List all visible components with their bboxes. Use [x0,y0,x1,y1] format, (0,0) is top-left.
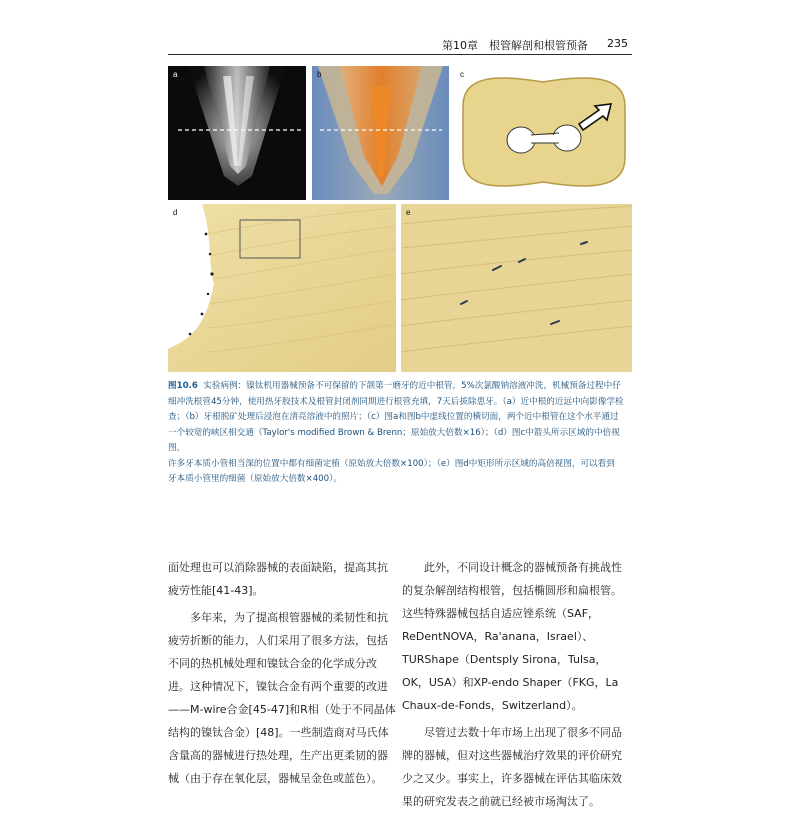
body-column-left [168,556,398,790]
histology-medium-image [168,204,396,372]
caption-line: 查；（b）牙根脱矿处理后浸泡在清亮溶液中的照片；（c）图a和图b中虚线位置的横切面，两个近中根管在这个水平通过 [168,412,619,422]
caption-line: 牙本质小管里的细菌（原始放大倍数×400）。 [168,474,342,484]
radiograph-image [168,66,306,200]
figure-d-medium-view [168,204,396,372]
figure-number: 图10.6 [168,381,198,391]
paragraph: 面处理也可以消除器械的表面缺陷，提高其抗疲劳性能[41-43]。 [168,561,388,597]
caption-line: 细冲洗根管45分钟，使用热牙胶技术及根管封闭剂同期进行根管充填，7天后拔除患牙。（a）近中根的近远中向影像学检 [168,396,624,407]
chapter-title: 第10章 根管解剖和根管预备 [442,39,588,52]
running-header [168,36,632,55]
figure-label-c: c [460,70,464,79]
cleared-root-image [312,66,449,200]
histology-high-image [401,204,632,372]
paragraph: 多年来，为了提高根管器械的柔韧性和抗疲劳折断的能力，人们采用了很多方法，包括不同的热机械处理和镍钛合金的化学成分改进。这种情况下，镍钛合金有两个重要的改进——M-wire合金[45-47]和R相（处于不同晶体结构的镍钛合金）[48]。一些制造商对马氏体含量高的器械进行热处理，生产出更柔韧的器械（由于存在氧化层，器械呈金色或蓝色）。 [168,611,396,785]
figure-label-d: d [173,208,178,217]
figure-a-radiograph [168,66,306,200]
paragraph: 此外，不同设计概念的器械预备有挑战性的复杂解剖结构根管，包括椭圆形和扁根管。这些特殊器械包括自适应锉系统（SAF，ReDentNOVA，Ra'anana，Israel）、TURShape（Dentsply Sirona，Tulsa，OK，USA）和XP-endo Shaper（FKG，La Chaux-de-Fonds，Switzerland）。 [402,561,622,712]
caption-line: 图10.6 实验病例：镍钛机用器械预备不可保留的下颌第一磨牙的近中根管，5%次氯酸钠溶液冲洗，机械预备过程中仔 [168,381,621,391]
figure-caption [168,379,632,488]
figure-b-cleared-root [312,66,449,200]
figure-e-high-view [401,204,632,372]
page-number: 235 [607,37,628,50]
cross-section-image [455,66,632,200]
caption-line: 一个较宽的峡区相交通（Taylor's modified Brown & Brenn；原始放大倍数×16）；（d）图c中箭头所示区域的中倍视图， [168,427,620,453]
figure-label-a: a [173,70,178,79]
figure-label-b: b [317,70,322,79]
body-column-right [402,556,632,813]
caption-line: 许多牙本质小管相当深的位置中都有细菌定植（原始放大倍数×100）；（e）图d中矩形所示区域的高倍视图，可以看到 [168,458,615,469]
figure-c-cross-section [455,66,632,200]
paragraph: 尽管过去数十年市场上出现了很多不同品牌的器械，但对这些器械治疗效果的评价研究少之又少。事实上，许多器械在评估其临床效果的研究发表之前就已经被市场淘汰了。 [402,726,622,808]
figure-label-e: e [406,208,411,217]
